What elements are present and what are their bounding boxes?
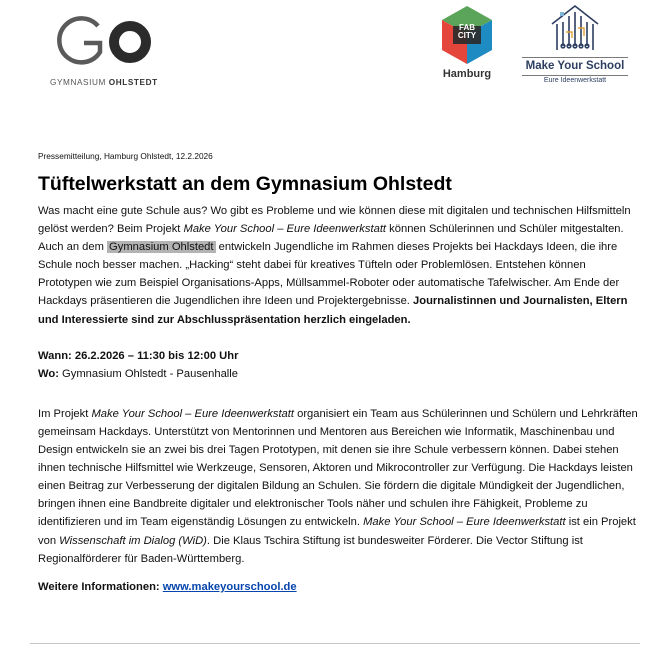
intro-paragraph: Was macht eine gute Schule aus? Wo gibt es Probleme und wie können diese mit digitalen und technischen Hilfsmitteln gelöst werden? Beim Projekt Make Your School – Eure Ideenwerkstatt können Schülerinnen und Schüler mitgestalten. Auch an dem Gymnasium Ohlstedt entwickeln Jugendliche im Rahmen dieses Projekts bei Hackdays Ideen, die ihre Schule noch besser machen. „Hacking“ steht dabei für kreatives Tüfteln oder Problemlösen. Entstehen können Prototypen wie zum Beispiel Organisations-Apps, Müllsammel-Roboter oder automatische Tafelwischer. Am Ende der Hackdays präsentieren die Jugendlichen ihre Ideen und Projektergebnisse. Journalistinnen und Journalisten, Eltern und Interessierte sind zur Abschlusspräsentation herzlich eingeladen. <box>38 205 631 326</box>
mys-bottom-rule <box>522 75 628 76</box>
go-letters-graphic <box>54 12 154 72</box>
dateline: Pressemitteilung, Hamburg Ohlstedt, 12.2.2026 <box>38 151 213 161</box>
footer-divider <box>30 643 640 644</box>
fab-city-hamburg-logo <box>430 4 504 84</box>
project-paragraph: Im Projekt Make Your School – Eure Ideenwerkstatt organisiert ein Team aus Schülerinnen und Schülern und Lehrkräften gemeinsam Hackdays. Unterstützt von Mentorinnen und Mentoren aus Bereichen wie Informatik, Maschinenbau und Design entwickeln sie an zwei bis drei Tagen Prototypen, mit denen sie ihre Schule verbessern können. Dabei stehen ihnen technische Hilfsmittel wie Werkzeuge, Sensoren, Aktoren und Mikrocontroller zur Verfügung. Die Hackdays leisten einen Beitrag zur Verbesserung der digitalen Bildung an Schulen. Sie fördern die digitale Mündigkeit der Jugendlichen, bringen ihnen eine Bandbreite digitaler und elektronischer Tools näher und schulen ihre Fähigkeit, Probleme zu identifizieren und im Team eigenständig Lösungen zu entwickeln. Make Your School – Eure Ideenwerkstatt ist ein Projekt von Wissenschaft im Dialog (WiD). Die Klaus Tschira Stiftung ist bundesweiter Förderer. Die Vector Stiftung ist Regionalförderer für Baden-Württemberg. <box>38 407 638 565</box>
event-when: Wann: 26.2.2026 – 11:30 bis 12:00 Uhr <box>38 349 239 362</box>
go-logo-caption: GYMNASIUM OHLSTEDT <box>50 78 158 87</box>
circuit-house-icon <box>548 2 602 54</box>
mys-top-rule <box>522 57 628 58</box>
gymnasium-ohlstedt-logo <box>48 12 168 92</box>
mys-title: Make Your School <box>525 60 625 72</box>
press-release <box>38 150 638 596</box>
fab-city-wordmark: FAB CITY <box>457 23 477 40</box>
headline: Tüftelwerkstatt an dem Gymnasium Ohlstedt <box>38 173 452 195</box>
mys-subtitle: Eure Ideenwerkstatt <box>543 77 607 84</box>
website-link[interactable]: www.makeyourschool.de <box>162 580 297 593</box>
highlighted-school-name: Gymnasium Ohlstedt <box>109 241 214 254</box>
event-where: Wo: Gymnasium Ohlstedt - Pausenhalle <box>38 367 239 380</box>
fab-city-caption: Hamburg <box>442 68 492 80</box>
event-details <box>38 347 638 383</box>
more-info: Weitere Informationen: www.makeyourschool.de <box>38 580 297 593</box>
make-your-school-logo <box>518 2 632 88</box>
invitation-text: Journalistinnen und Journalisten, Eltern und Interessierte sind zur Abschlusspräsentation herzlich eingeladen. <box>38 295 628 326</box>
